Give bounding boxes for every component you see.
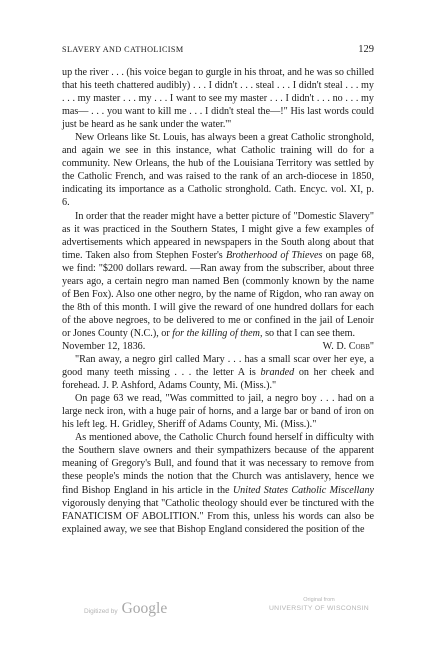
paragraph-4-text-end: on her cheek and forehead. J. P. Ashford, Adams County, Mi. (Miss.).": [62, 367, 375, 392]
paragraph-4-text: "Ran away, a negro girl called Mary . . . has a small scar over her eye, a good many teeth missing . . . the letter A is: [62, 354, 374, 379]
paragraph-3-text: In order that the reader might have a better picture of "Domestic Slavery" as it was practiced in the Southern States, I might give a few examples of advertisements which appeared in newspapers in the South along about that time. Taken also from Stephen Foster's: [62, 210, 374, 261]
source-library: UNIVERSITY OF WISCONSIN: [268, 605, 370, 612]
book-title-italic: Brotherhood of Thieves: [225, 249, 323, 261]
branded-italic: branded: [260, 367, 295, 379]
page-header: [62, 44, 374, 55]
publication-italic: United States Catholic Miscellany: [232, 484, 374, 496]
body-text: [62, 66, 374, 536]
paragraph-3: [62, 210, 374, 340]
page-number: 129: [358, 44, 374, 55]
paragraph-4: [62, 353, 374, 392]
paragraph-5: On page 63 we read, "Was committed to jail, a negro boy . . . had on a large neck iron, with a huge pair of horns, and a large bar or band of iron on his left leg. H. Gridley, Sheriff of Adams County, Mi. (Miss.).": [62, 393, 374, 431]
digitized-by-google: [84, 600, 167, 618]
paragraph-3-text-end: so that I can see them.: [262, 327, 356, 339]
emphasis-italic: for the killing of them,: [172, 327, 263, 339]
signature-date: November 12, 1836.: [62, 340, 146, 352]
paragraph-6-text-end: vigorously denying that "Catholic theology should ever be tinctured with the FANATICISM OF ABOLITION." From this, unless his words can also be explained away, we see that Bishop England considered the position of the: [62, 497, 374, 535]
signature-name: W. D. Cobb": [322, 340, 374, 352]
paragraph-1: up the river . . . (his voice began to gurgle in his throat, and he was so chilled that his teeth chattered audibly) . . . I didn't . . . steal . . . I didn't steal . . . my . . . my master . . . my . . . I want to see my master . . . I didn't . . . no . . . my mas— . . . you want to kill me . . . I didn't steal the—!" His last words could just be heard as he sank under the water.'": [62, 67, 374, 131]
digitization-footer: [0, 592, 430, 632]
paragraph-2: New Orleans like St. Louis, has always been a great Catholic stronghold, and again we see in this instance, what Catholic training will do for a community. New Orleans, the hub of the Louisiana Territory was settled by the Catholic French, and was raised to the rank of an arch-diocese in 1850, indicating its importance as a Catholic stronghold. Cath. Encyc. vol. XI, p. 6.: [62, 132, 374, 209]
digitized-by-label: Digitized by: [84, 608, 118, 615]
paragraph-6: [62, 431, 374, 535]
paragraph-6-text: As mentioned above, the Catholic Church found herself in difficulty with the Southern slave owners and their sympathizers because of the apparent meaning of Gregory's Bull, and found that it was necessary to remove from these people's minds the notion that the Church was antislavery, hence we find Bishop England in his article in the: [62, 432, 374, 496]
signature-line: [62, 340, 374, 353]
original-from-label: Original from: [303, 597, 335, 603]
running-head: SLAVERY AND CATHOLICISM: [62, 45, 184, 54]
paragraph-3-text-cont: on page 68, we find: "$200 dollars reward. —Ran away from the subscriber, about three years ago, a certain negro man named Ben (commonly known by the name of Ben Fox). Also one other negro, by the name of Rigdon, who ran away on the 8th of this month. I will give the reward of one hundred dollars for each of the above negroes, to be delivered to me or confined in the jail of Lenoir or Jones County (N.C.), or: [62, 249, 374, 339]
original-source: [254, 596, 384, 613]
google-logo: Google: [121, 600, 168, 617]
